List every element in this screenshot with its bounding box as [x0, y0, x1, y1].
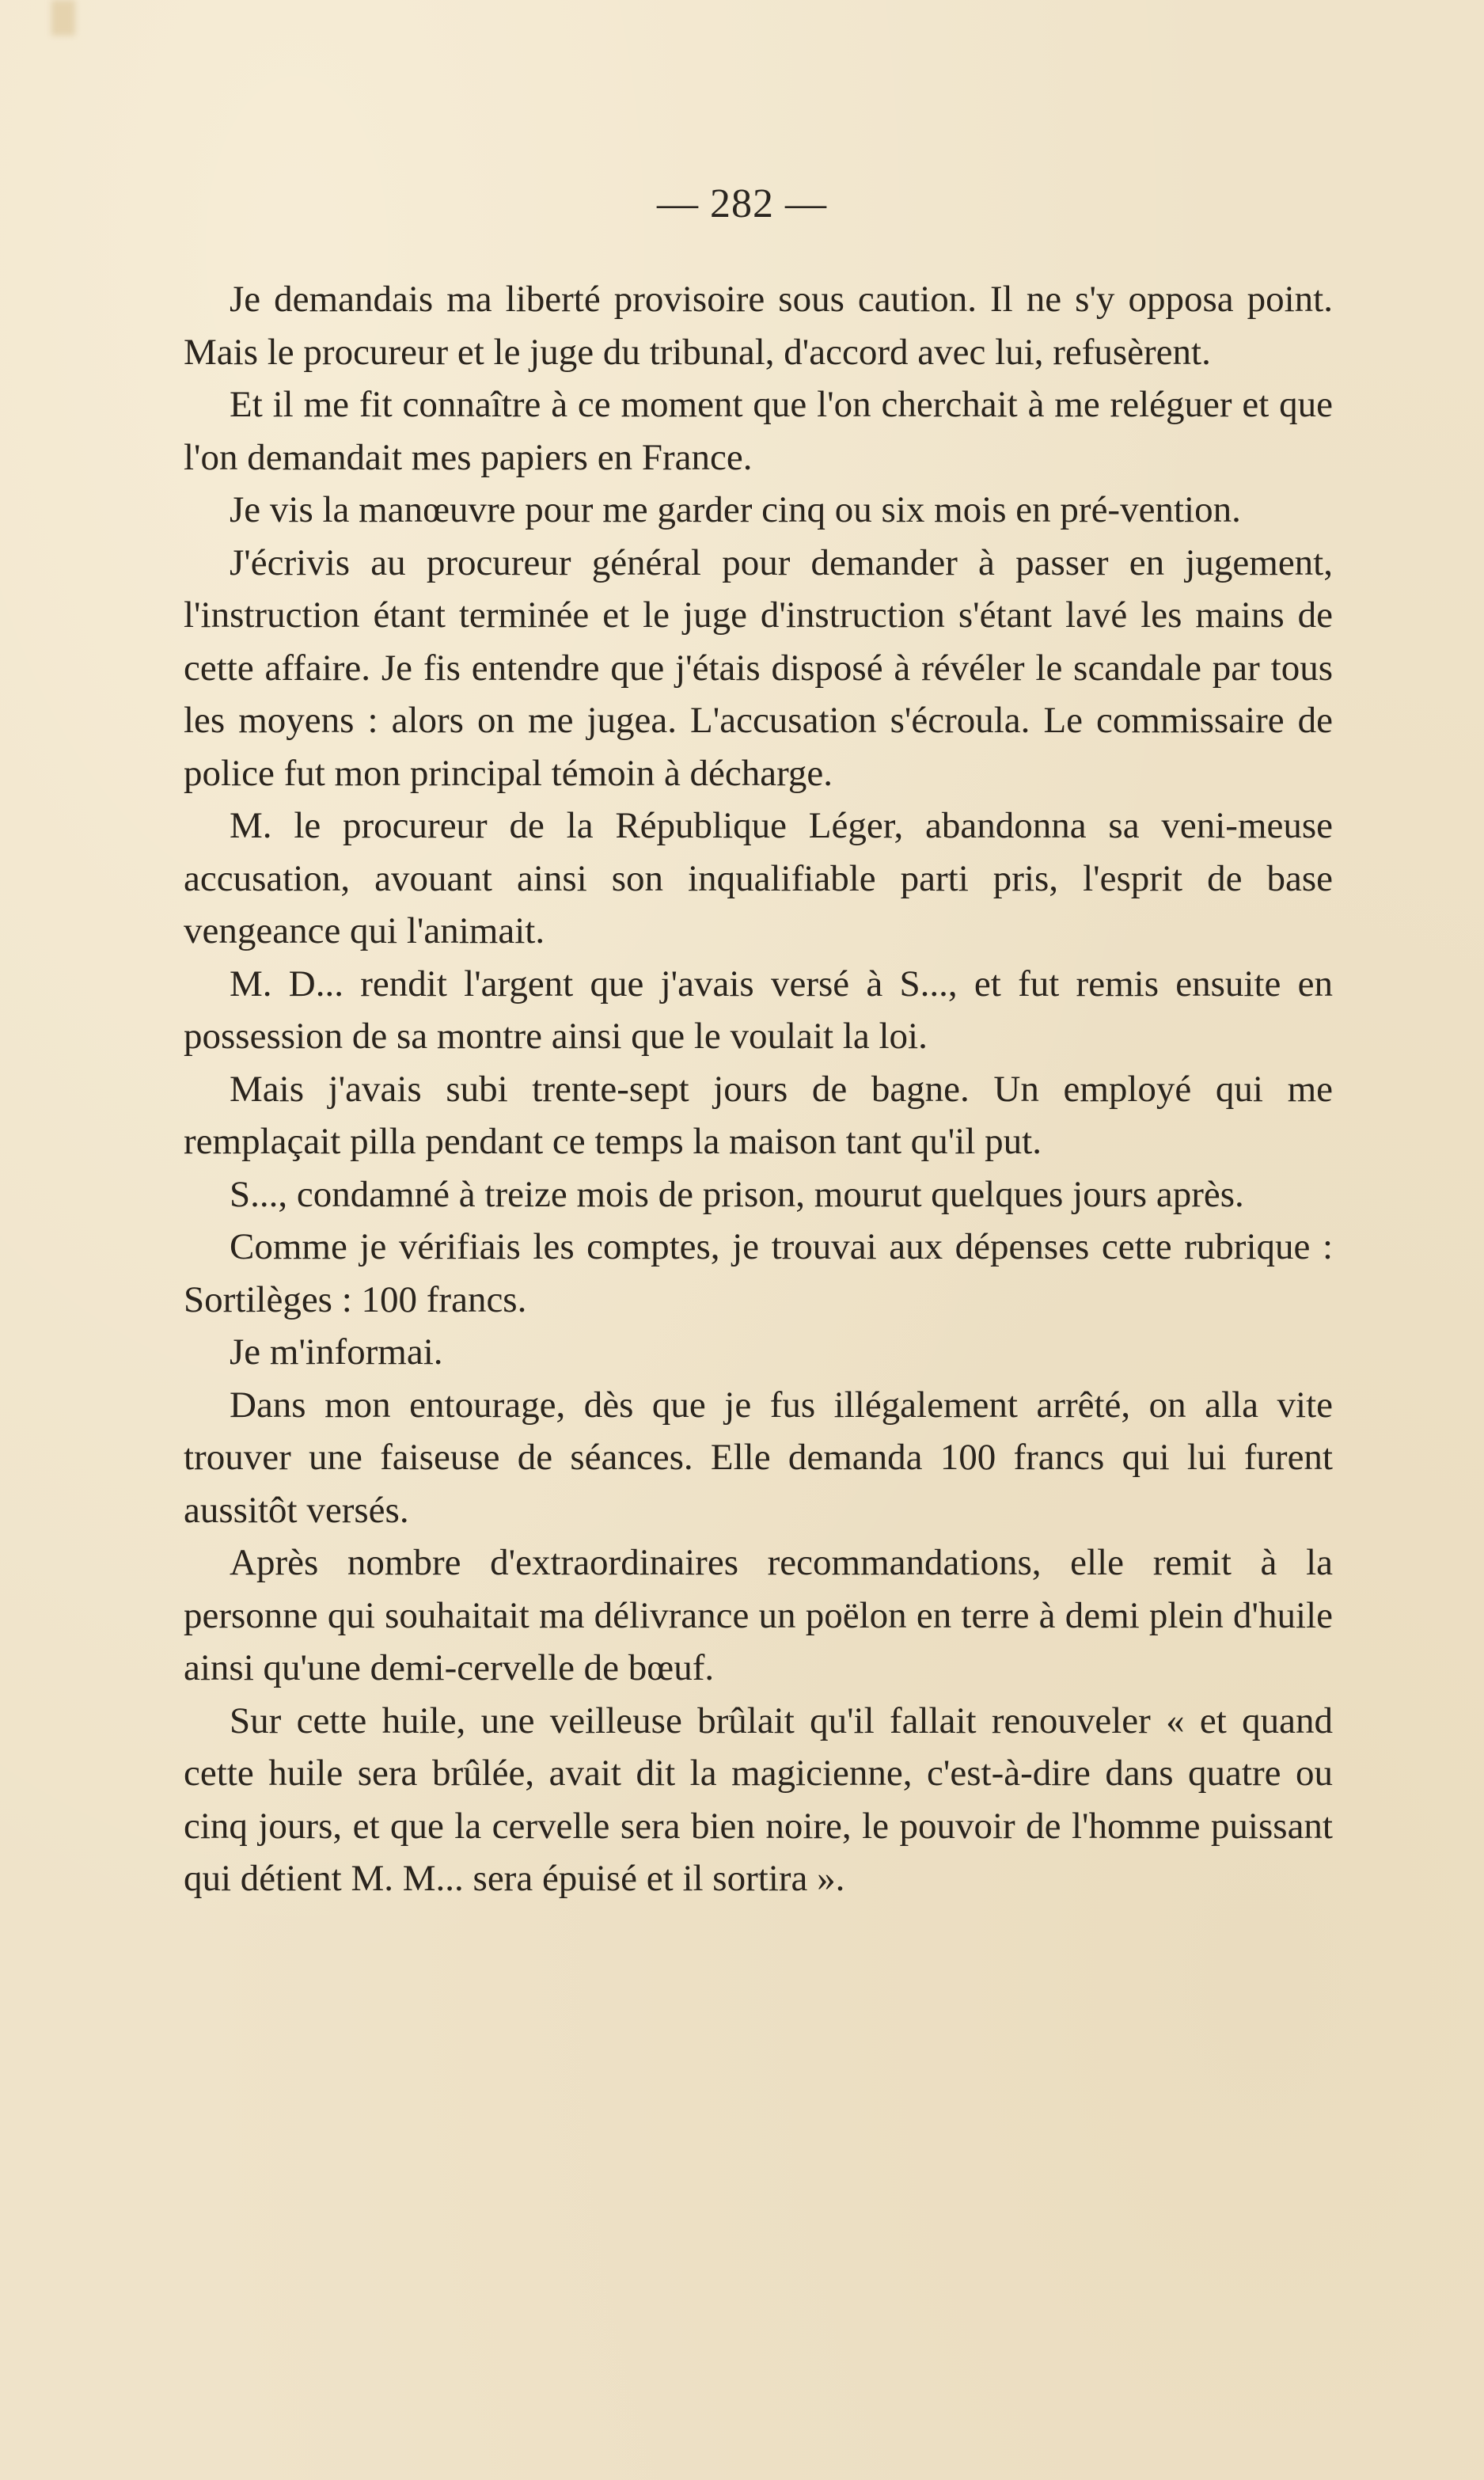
paragraph: Comme je vérifiais les comptes, je trouvai aux dépenses cette rubrique : Sortilèges : 100 francs.	[184, 1226, 1333, 1320]
body-text	[184, 273, 1333, 1905]
paragraph: Sur cette huile, une veilleuse brûlait qu'il fallait renouveler « et quand cette huile sera brûlée, avait dit la magicienne, c'est-à-dire dans quatre ou cinq jours, et que la cervelle sera bien noire, le pouvoir de l'homme puissant qui détient M. M... sera épuisé et il sortira ».	[184, 1700, 1333, 1899]
paper-stain	[51, 0, 75, 36]
paragraph: Je vis la manœuvre pour me garder cinq ou six mois en pré-vention.	[230, 489, 1241, 530]
paragraph: Dans mon entourage, dès que je fus illégalement arrêté, on alla vite trouver une faiseuse de séances. Elle demanda 100 francs qui lui furent aussitôt versés.	[184, 1384, 1333, 1531]
paragraph: Après nombre d'extraordinaires recommandations, elle remit à la personne qui souhaitait ma délivrance un poëlon en terre à demi plein d'huile ainsi qu'une demi-cervelle de bœuf.	[184, 1542, 1333, 1688]
paragraph: M. D... rendit l'argent que j'avais versé à S..., et fut remis ensuite en possession de sa montre ainsi que le voulait la loi.	[184, 963, 1333, 1057]
paragraph: S..., condamné à treize mois de prison, mourut quelques jours après.	[230, 1173, 1244, 1215]
paragraph: Je demandais ma liberté provisoire sous caution. Il ne s'y opposa point. Mais le procureur et le juge du tribunal, d'accord avec lui, refusèrent.	[184, 279, 1333, 373]
page-number: — 282 —	[657, 181, 827, 226]
paragraph: Et il me fit connaître à ce moment que l'on cherchait à me reléguer et que l'on demandait mes papiers en France.	[184, 384, 1333, 478]
paragraph: J'écrivis au procureur général pour demander à passer en jugement, l'instruction étant terminée et le juge d'instruction s'étant lavé les mains de cette affaire. Je fis entendre que j'étais disposé à révéler le scandale par tous les moyens : alors on me jugea. L'accusation s'écroula. Le commissaire de police fut mon principal témoin à décharge.	[184, 541, 1333, 794]
paragraph: Mais j'avais subi trente-sept jours de bagne. Un employé qui me remplaçait pilla pendant ce temps la maison tant qu'il put.	[184, 1068, 1333, 1162]
paragraph: M. le procureur de la République Léger, abandonna sa veni-meuse accusation, avouant ainsi son inqualifiable parti pris, l'esprit de base vengeance qui l'animait.	[184, 805, 1333, 951]
paragraph: Je m'informai.	[230, 1331, 443, 1373]
